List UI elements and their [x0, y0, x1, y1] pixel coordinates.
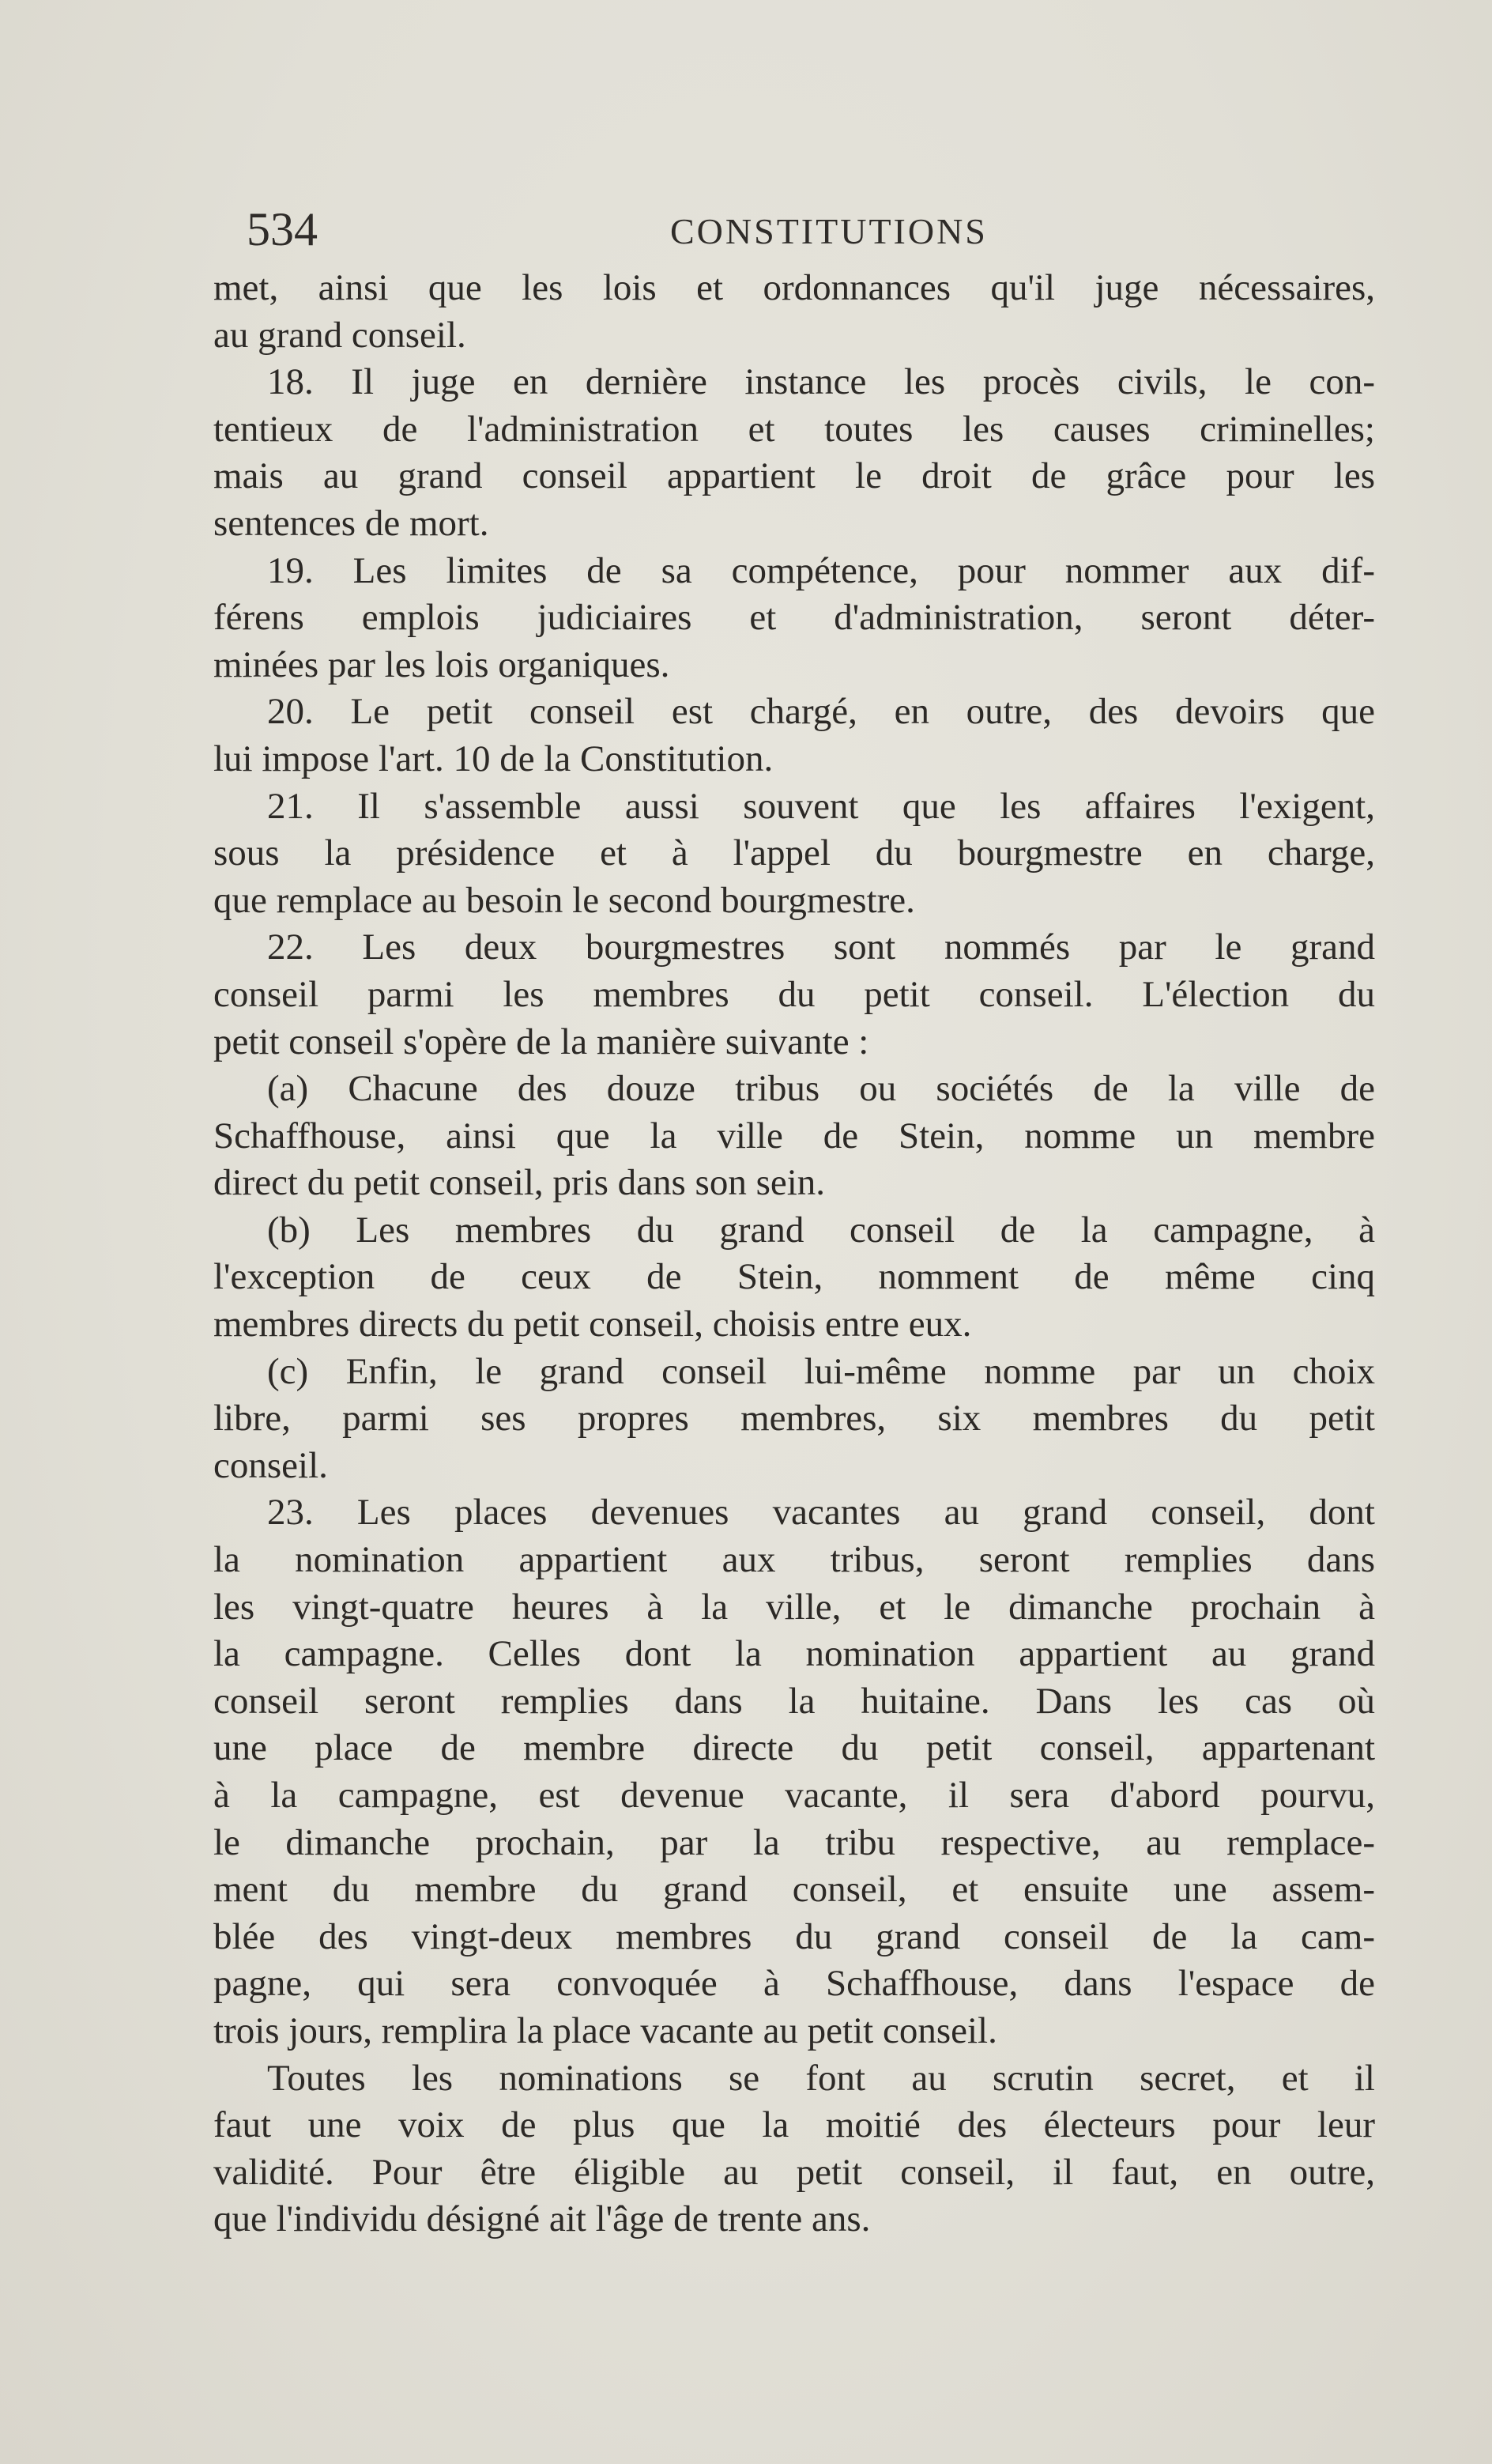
text-line: mais au grand conseil appartient le droit de grâce pour les	[213, 455, 1375, 497]
text-line: la nomination appartient aux tribus, seront remplies dans	[213, 1539, 1375, 1581]
text-line: (b) Les membres du grand conseil de la campagne, à	[267, 1209, 1375, 1251]
page-number: 534	[247, 203, 318, 255]
text-line: Toutes les nominations se font au scrutin secret, et il	[267, 2057, 1375, 2099]
text-line: (a) Chacune des douze tribus ou sociétés de la ville de	[267, 1068, 1375, 1110]
text-line: l'exception de ceux de Stein, nomment de même cinq	[213, 1256, 1375, 1298]
text-line: pagne, qui sera convoquée à Schaffhouse, dans l'espace de	[213, 1963, 1375, 2005]
body-text	[213, 265, 1375, 2243]
text-line: 23. Les places devenues vacantes au grand conseil, dont	[267, 1492, 1375, 1534]
text-line: sentences de mort.	[213, 502, 489, 544]
text-line: conseil seront remplies dans la huitaine. Dans les cas où	[213, 1680, 1375, 1722]
text-line: petit conseil s'opère de la manière suivante :	[213, 1021, 869, 1062]
text-line: libre, parmi ses propres membres, six membres du petit	[213, 1398, 1375, 1440]
text-line: à la campagne, est devenue vacante, il sera d'abord pourvu,	[213, 1775, 1375, 1816]
text-line: conseil parmi les membres du petit conseil. L'élection du	[213, 973, 1375, 1015]
text-line: 22. Les deux bourgmestres sont nommés par le grand	[267, 926, 1375, 968]
text-line: minées par les lois organiques.	[213, 643, 670, 685]
text-line: validité. Pour être éligible au petit conseil, il faut, en outre,	[213, 2151, 1375, 2193]
text-line: la campagne. Celles dont la nomination appartient au grand	[213, 1633, 1375, 1675]
text-line: trois jours, remplira la place vacante au petit conseil.	[213, 2009, 997, 2051]
text-line: une place de membre directe du petit conseil, appartenant	[213, 1727, 1375, 1769]
text-line: faut une voix de plus que la moitié des électeurs pour leur	[213, 2104, 1375, 2146]
text-line: 21. Il s'assemble aussi souvent que les affaires l'exigent,	[267, 785, 1375, 827]
text-line: que l'individu désigné ait l'âge de trente ans.	[213, 2198, 871, 2240]
page-header	[237, 198, 1359, 261]
text-line: au grand conseil.	[213, 314, 466, 356]
text-line: met, ainsi que les lois et ordonnances qu'il juge nécessaires,	[213, 267, 1375, 308]
text-line: Schaffhouse, ainsi que la ville de Stein, nomme un membre	[213, 1115, 1375, 1157]
text-line: 18. Il juge en dernière instance les procès civils, le con-	[267, 361, 1375, 403]
text-line: membres directs du petit conseil, choisis entre eux.	[213, 1304, 972, 1345]
text-line: (c) Enfin, le grand conseil lui-même nomme par un choix	[267, 1350, 1375, 1392]
text-line: sous la présidence et à l'appel du bourgmestre en charge,	[213, 832, 1375, 874]
text-line: lui impose l'art. 10 de la Constitution.	[213, 738, 774, 779]
text-line: direct du petit conseil, pris dans son sein.	[213, 1162, 826, 1204]
text-line: blée des vingt-deux membres du grand conseil de la cam-	[213, 1915, 1375, 1957]
text-line: les vingt-quatre heures à la ville, et le dimanche prochain à	[213, 1586, 1375, 1628]
text-line: 19. Les limites de sa compétence, pour nommer aux dif-	[267, 549, 1375, 591]
text-line: le dimanche prochain, par la tribu respective, au remplace-	[213, 1821, 1375, 1863]
running-title: CONSTITUTIONS	[670, 211, 988, 251]
text-line: que remplace au besoin le second bourgmestre.	[213, 879, 915, 921]
text-line: tentieux de l'administration et toutes les causes criminelles;	[213, 408, 1375, 450]
text-line: 20. Le petit conseil est chargé, en outre, des devoirs que	[267, 691, 1375, 733]
text-line: ment du membre du grand conseil, et ensuite une assem-	[213, 1869, 1375, 1911]
text-line: conseil.	[213, 1444, 328, 1486]
text-line: férens emplois judiciaires et d'administration, seront déter-	[213, 597, 1375, 639]
